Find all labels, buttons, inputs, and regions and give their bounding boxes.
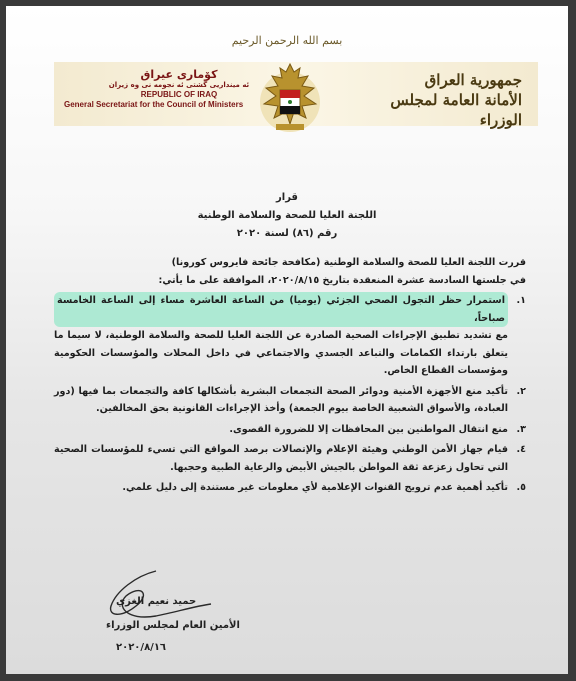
list-item xyxy=(54,383,526,418)
item-number: ٥. xyxy=(516,482,526,493)
decision-body xyxy=(54,254,526,497)
item-text: تأكيد أهمية عدم ترويج القنوات الإعلامية لأي معلومات غير مستندة إلى دليل علمي. xyxy=(122,482,508,493)
item-text-rest: مع تشديد تطبيق الإجراءات الصحية الصادرة عن اللجنة العليا للصحة والسلامة الوطنية، لا سيما ما يتعلق بارتداء الكمامات والتباعد الجسدي والاجتماعي في داخل المحلات والمؤسسات الحكومية ومؤسسات القطاع الخاص. xyxy=(54,330,508,376)
item-text: منع انتقال المواطنين بين المحافظات إلا للضرورة القصوى. xyxy=(229,423,508,435)
signature-date: ٢٠٢٠/٨/١٦ xyxy=(116,642,167,653)
header-secretariat-ar: الأمانة العامة لمجلس الوزراء xyxy=(390,91,522,129)
intro-line: قررت اللجنة العليا للصحة والسلامة الوطنية (مكافحة جائحة فايروس كورونا) xyxy=(171,257,526,268)
signatory-title: الأمين العام لمجلس الوزراء xyxy=(106,620,240,631)
item-text xyxy=(54,292,508,380)
header-secretariat-en: General Secretariat for the Council of Ministers xyxy=(64,100,244,109)
committee-title: اللجنة العليا للصحة والسلامة الوطنية xyxy=(197,210,377,221)
list-item xyxy=(54,441,526,476)
item-number: ٢. xyxy=(516,385,526,397)
item-number: ٣. xyxy=(516,423,526,435)
list-item xyxy=(54,292,526,380)
iraq-eagle-emblem-icon xyxy=(256,58,324,138)
item-number: ١. xyxy=(516,295,526,306)
header-kurdish-english xyxy=(64,68,264,109)
list-item xyxy=(54,421,526,439)
header-republic-en: REPUBLIC OF IRAQ xyxy=(140,90,218,99)
highlighted-text: استمرار حظر التجول الصحي الجزئي (يوميا) من الساعة العاشرة مساء إلى الساعة الخامسة صباحاً، xyxy=(54,292,508,327)
item-number: ٤. xyxy=(516,444,526,455)
basmala-text: بسم الله الرحمن الرحيم xyxy=(231,34,343,47)
header-arabic xyxy=(362,70,522,130)
decision-number: رقم (٨٦) لسنة ٢٠٢٠ xyxy=(236,228,338,239)
list-item xyxy=(54,479,526,497)
header-secretariat-ku: ئه مینداریی گشتی ئه نجومه نی وه زیران xyxy=(108,81,250,89)
item-text: قيام جهاز الأمن الوطني وهيئة الإعلام والإتصالات برصد المواقع التي تسيء للمؤسسات الصحية التي تحاول زعزعة ثقة المواطن بالجيش الأبيض والرعاية الطبية وحجبها. xyxy=(54,444,508,473)
header-republic-ku: كۆماری عیراق xyxy=(140,68,218,81)
intro-line: في جلستها السادسة عشرة المنعقدة بتاريخ ٢٠٢٠/٨/١٥، الموافقة على ما يأتي: xyxy=(158,274,526,286)
header-republic-ar: جمهورية العراق xyxy=(424,71,522,89)
document-page xyxy=(6,6,568,674)
item-text: تأكيد منع الأجهزة الأمنية ودوائر الصحة التجمعات البشرية بأشكالها كافة والتجمعات بما فيها (دور العبادة، والأسواق الشعبية الخاصة بيوم الجمعة) وأخذ الإجراءات القانونية بحق المخالفين. xyxy=(54,385,508,414)
signatory-name: حميد نعيم الغزي xyxy=(116,596,197,607)
decision-label: قرار xyxy=(276,192,298,203)
